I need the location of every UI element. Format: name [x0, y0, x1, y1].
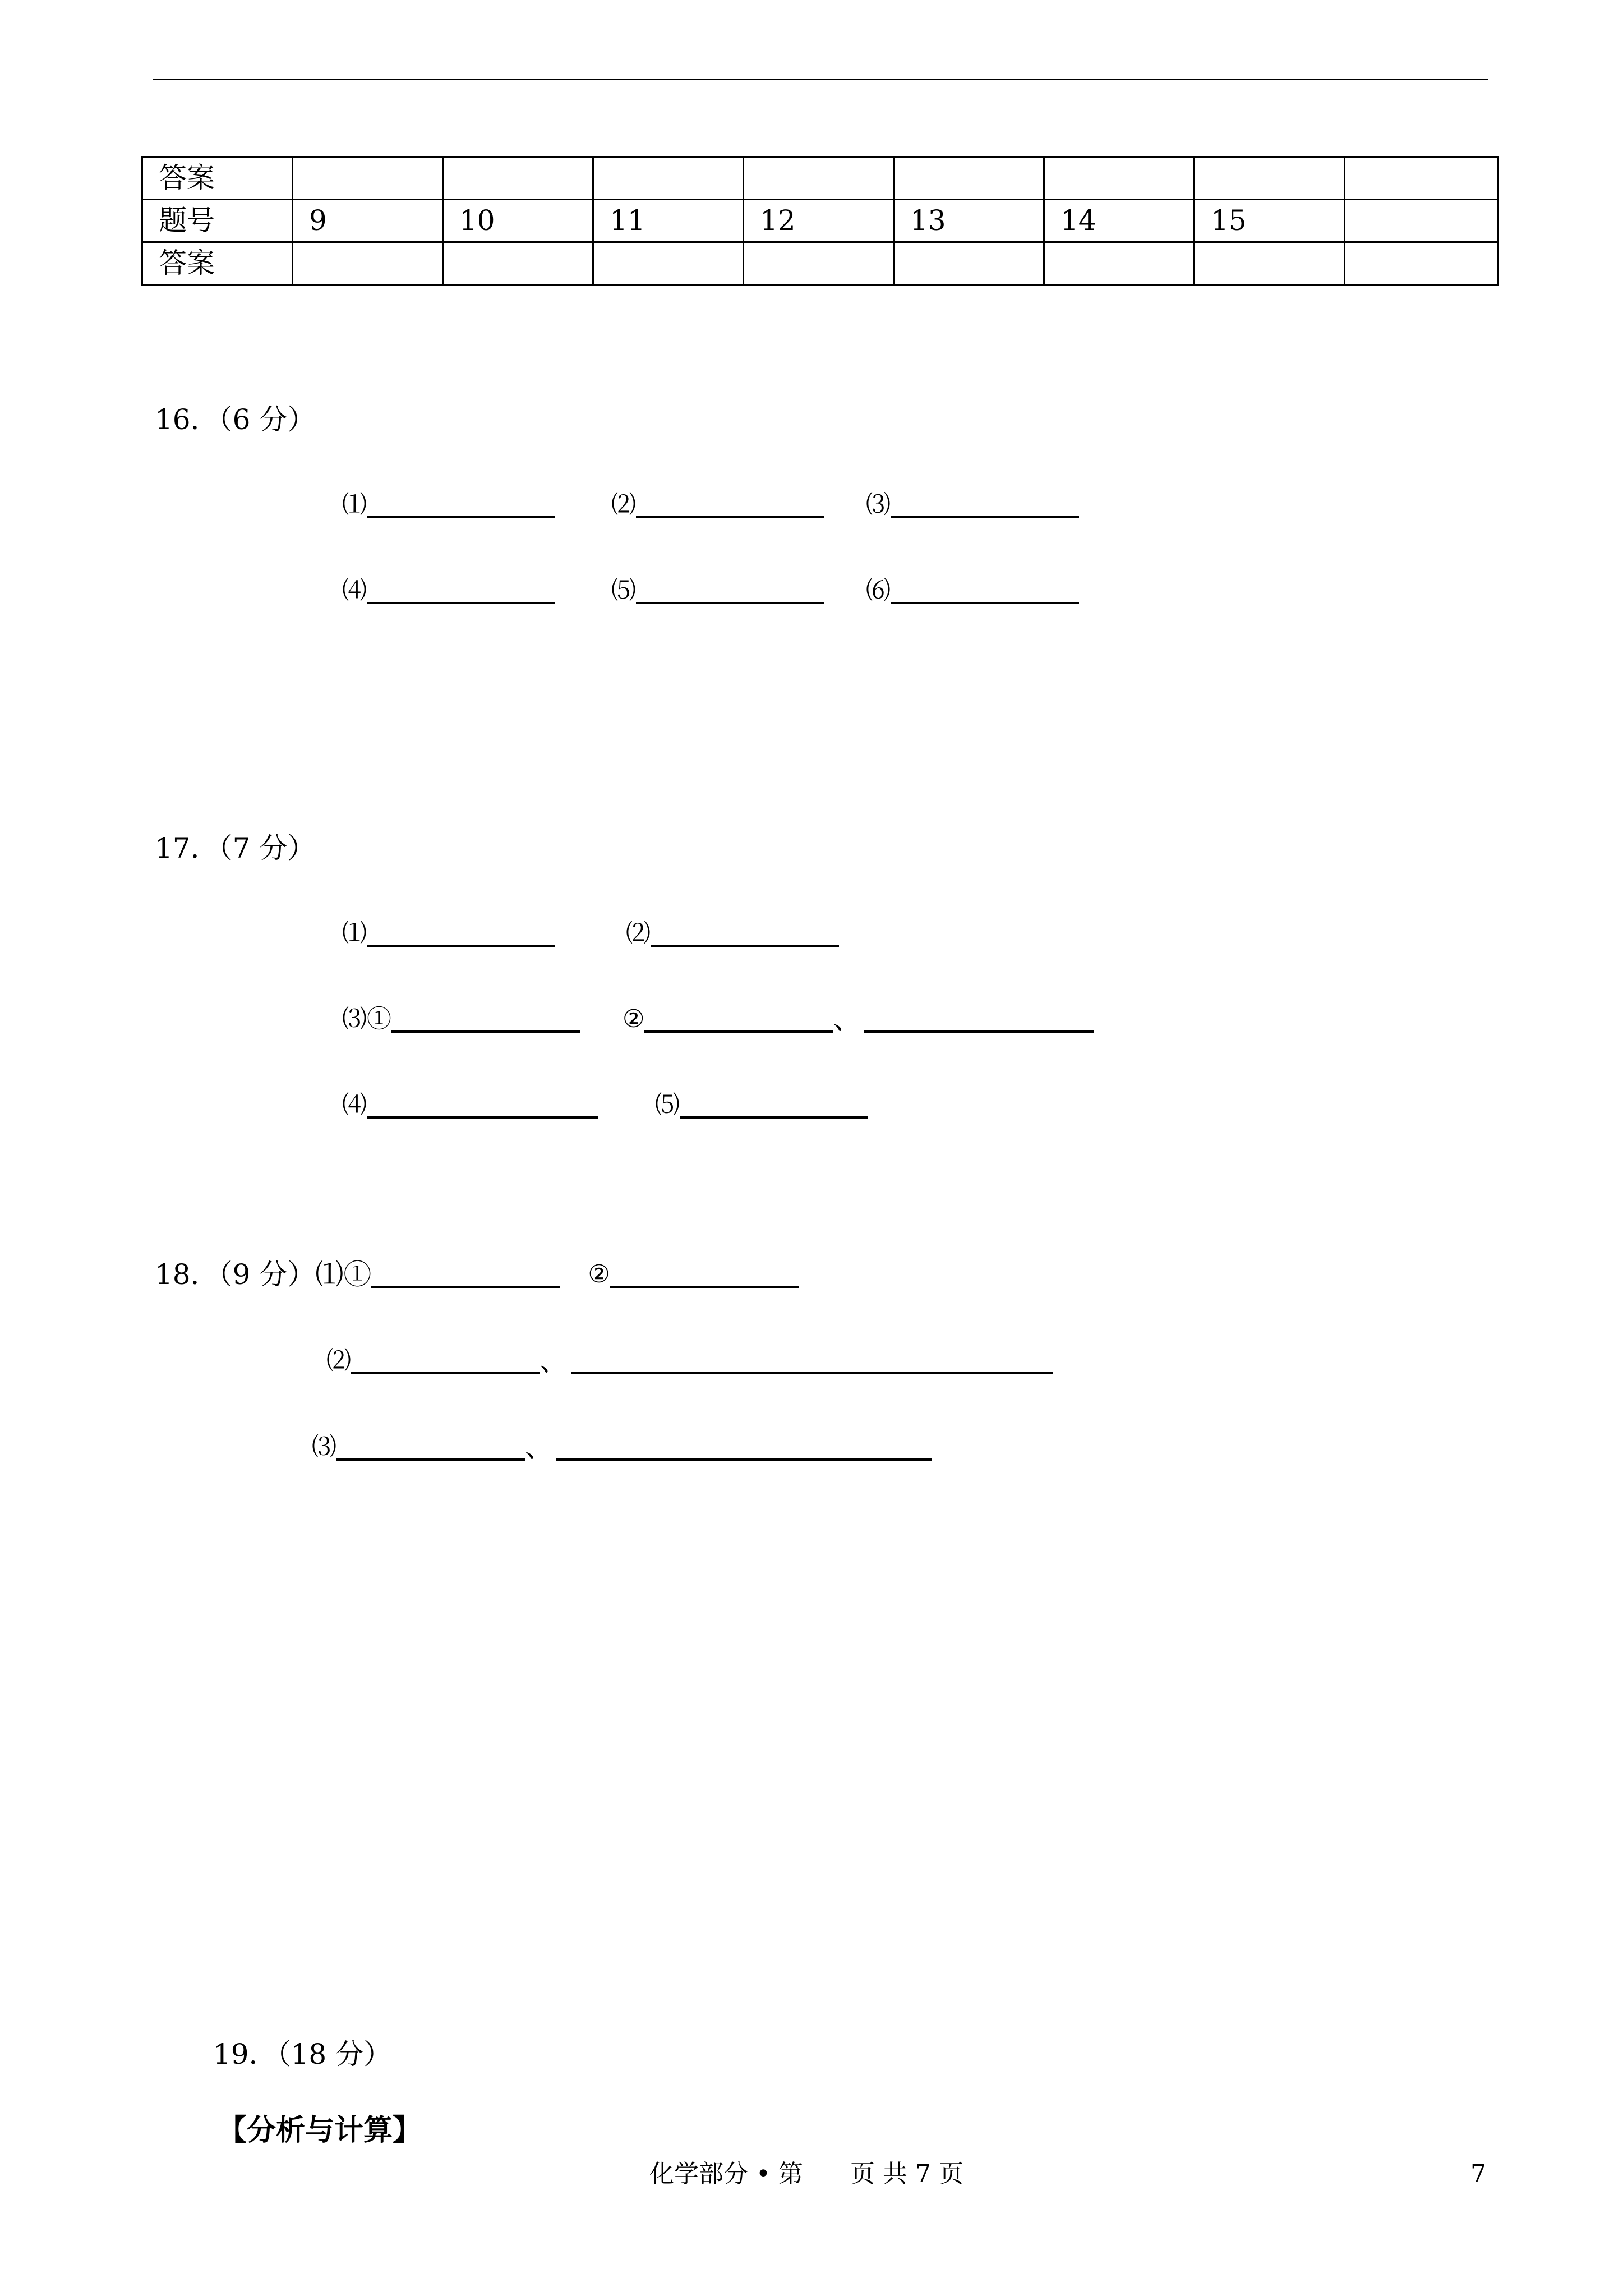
q18-row-2: [326, 1345, 1053, 1377]
q17-blank-4[interactable]: [644, 1008, 833, 1033]
q17-label-4: ②: [623, 1005, 645, 1033]
answer-grid-table: [141, 156, 1499, 286]
q18-label-3: ⑵: [326, 1346, 351, 1375]
analysis-section-title: 【分析与计算】: [218, 2113, 422, 2147]
answer-cell[interactable]: [1195, 242, 1345, 285]
table-cell: 答案: [142, 157, 293, 200]
q18-blank-4[interactable]: [571, 1350, 1053, 1374]
answer-cell[interactable]: [293, 157, 443, 200]
q17-title: 17．（7 分）: [155, 832, 316, 864]
q16-label-3: ⑶: [866, 490, 891, 519]
q16-label-5: ⑸: [611, 576, 636, 605]
table-row-answers-top: [142, 157, 1498, 200]
answer-cell[interactable]: [894, 242, 1044, 285]
q16-blank-2[interactable]: [636, 494, 824, 518]
q16-label-1: ⑴: [342, 490, 367, 519]
q16-blank-3[interactable]: [891, 494, 1079, 518]
answer-cell[interactable]: [1195, 157, 1345, 200]
q17-blank-5[interactable]: [864, 1008, 1094, 1033]
question-number-cell: 13: [894, 200, 1044, 242]
question-number-cell: [1345, 200, 1498, 242]
q17-label-1: ⑴: [342, 919, 367, 947]
q17-blank-6[interactable]: [367, 1094, 598, 1119]
question-number-cell: 11: [593, 200, 744, 242]
q17-row-2: [342, 1004, 1094, 1035]
footer-page-of: 页 共: [850, 2160, 907, 2188]
footer-total: 7: [915, 2160, 931, 2188]
q16-label-6: ⑹: [866, 576, 891, 605]
q17-separator: 、: [833, 1003, 861, 1036]
answer-cell[interactable]: [744, 157, 894, 200]
q18-blank-6[interactable]: [556, 1436, 932, 1461]
q17-label-5: ⑷: [342, 1091, 367, 1119]
page-number: 7: [1470, 2160, 1486, 2188]
q17-label-2: ⑵: [626, 919, 651, 947]
question-number-cell: 14: [1044, 200, 1195, 242]
q16-label-4: ⑷: [342, 576, 367, 605]
q18-title: 18．（9 分）⑴①: [155, 1258, 372, 1291]
answer-cell[interactable]: [1044, 242, 1195, 285]
table-cell: 题号: [142, 200, 293, 242]
q18-row-3: [312, 1432, 932, 1463]
q16-blank-1[interactable]: [367, 494, 555, 518]
question-number-cell: 10: [443, 200, 593, 242]
q18-blank-5[interactable]: [336, 1436, 525, 1461]
q18-blank-2[interactable]: [610, 1263, 799, 1288]
question-number-cell: 12: [744, 200, 894, 242]
table-cell: 答案: [142, 242, 293, 285]
q16-title: 16．（6 分）: [155, 403, 316, 436]
q19-title: 19．（18 分）: [213, 2038, 392, 2070]
answer-cell[interactable]: [443, 157, 593, 200]
q18-row-1: [155, 1259, 799, 1290]
answer-cell[interactable]: [593, 157, 744, 200]
table-row-answers-bottom: [142, 242, 1498, 285]
q16-row-1: [342, 489, 1079, 521]
question-number-cell: 15: [1195, 200, 1345, 242]
q16-row-2: [342, 575, 1079, 606]
answer-cell[interactable]: [1345, 157, 1498, 200]
q17-blank-1[interactable]: [367, 922, 555, 947]
answer-cell[interactable]: [293, 242, 443, 285]
q17-blank-7[interactable]: [680, 1094, 868, 1119]
q18-separator-2: 、: [525, 1431, 553, 1464]
q16-label-2: ⑵: [611, 490, 636, 519]
q17-row-3: [342, 1089, 868, 1121]
q17-blank-3[interactable]: [391, 1008, 580, 1033]
answer-cell[interactable]: [894, 157, 1044, 200]
q18-label-4: ⑶: [312, 1433, 336, 1461]
question-number-cell: 9: [293, 200, 443, 242]
q18-label-2: ②: [588, 1260, 610, 1289]
q17-label-6: ⑸: [655, 1091, 680, 1119]
q18-separator-1: 、: [540, 1345, 568, 1377]
table-row-question-numbers: [142, 200, 1498, 242]
answer-cell[interactable]: [593, 242, 744, 285]
page-footer: [649, 2159, 963, 2190]
q17-blank-2[interactable]: [651, 922, 839, 947]
header-rule: [153, 79, 1488, 80]
q17-row-1: [342, 918, 839, 949]
answer-cell[interactable]: [443, 242, 593, 285]
answer-cell[interactable]: [1345, 242, 1498, 285]
q18-blank-1[interactable]: [371, 1263, 560, 1288]
answer-cell[interactable]: [744, 242, 894, 285]
answer-cell[interactable]: [1044, 157, 1195, 200]
q18-blank-3[interactable]: [351, 1350, 540, 1374]
footer-subject: 化学部分 • 第: [649, 2160, 803, 2188]
footer-page-unit: 页: [938, 2160, 963, 2188]
q16-blank-5[interactable]: [636, 579, 824, 604]
q17-label-3: ⑶①: [342, 1005, 391, 1033]
q16-blank-4[interactable]: [367, 579, 555, 604]
q16-blank-6[interactable]: [891, 579, 1079, 604]
